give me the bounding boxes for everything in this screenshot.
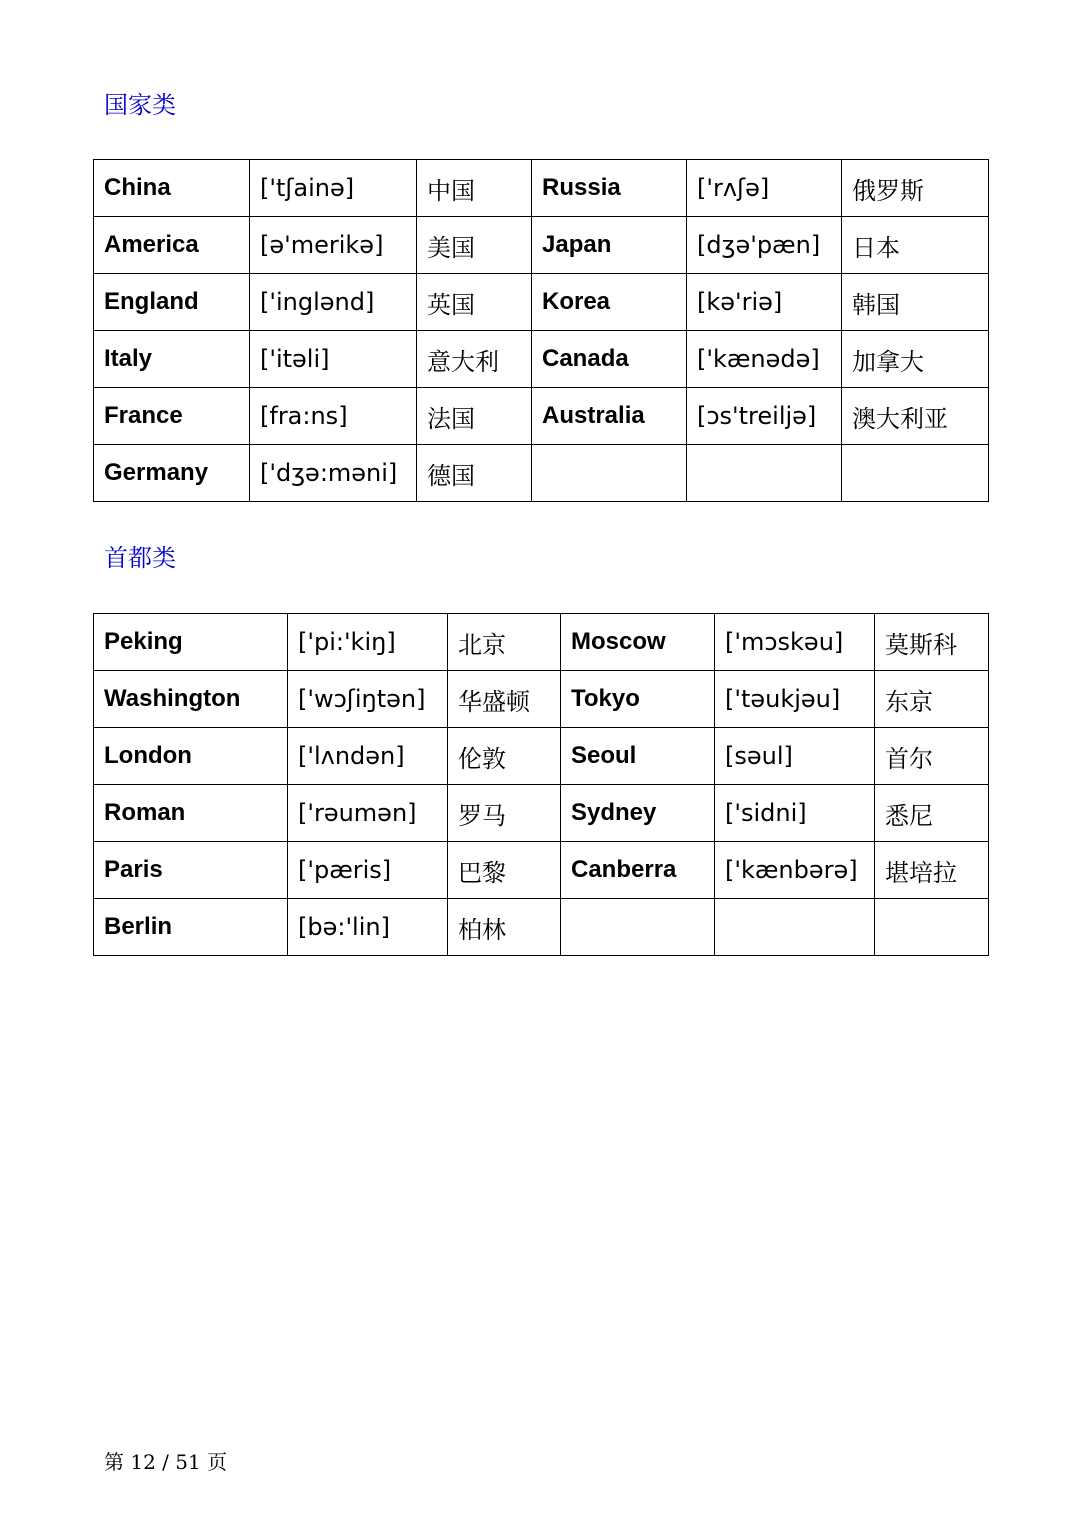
- capital-phonetic: ['kænbərə]: [715, 842, 875, 899]
- capital-phonetic: ['wɔʃiŋtən]: [288, 671, 448, 728]
- countries-table: [93, 159, 989, 502]
- country-translation: 澳大利亚: [842, 388, 989, 445]
- capital-phonetic: ['sidni]: [715, 785, 875, 842]
- table-row: [94, 842, 989, 899]
- capital-translation: 罗马: [448, 785, 561, 842]
- capital-phonetic: ['mɔskəu]: [715, 614, 875, 671]
- country-word: Canada: [532, 331, 687, 388]
- capital-word: Sydney: [561, 785, 715, 842]
- country-word: Korea: [532, 274, 687, 331]
- page-number: 第 12 / 51 页: [104, 1450, 228, 1474]
- capital-phonetic: ['təukjəu]: [715, 671, 875, 728]
- country-translation: 加拿大: [842, 331, 989, 388]
- country-word: America: [94, 217, 250, 274]
- table-row: [94, 160, 989, 217]
- country-phonetic: [kə'riə]: [687, 274, 842, 331]
- capital-phonetic: ['lʌndən]: [288, 728, 448, 785]
- capital-word: Roman: [94, 785, 288, 842]
- capital-word: Washington: [94, 671, 288, 728]
- capital-phonetic: [səul]: [715, 728, 875, 785]
- country-translation: 法国: [417, 388, 532, 445]
- capital-word: Canberra: [561, 842, 715, 899]
- country-translation: 韩国: [842, 274, 989, 331]
- table-row: [94, 274, 989, 331]
- empty-cell: [532, 445, 687, 502]
- country-translation: 美国: [417, 217, 532, 274]
- country-phonetic: ['tʃainə]: [250, 160, 417, 217]
- capital-word: Peking: [94, 614, 288, 671]
- table-row: [94, 614, 989, 671]
- capital-translation: 首尔: [875, 728, 989, 785]
- country-translation: 英国: [417, 274, 532, 331]
- capital-translation: 堪培拉: [875, 842, 989, 899]
- table-row: [94, 785, 989, 842]
- capital-translation: 东京: [875, 671, 989, 728]
- country-phonetic: [ə'merikə]: [250, 217, 417, 274]
- country-phonetic: ['dʒə:məni]: [250, 445, 417, 502]
- country-translation: 日本: [842, 217, 989, 274]
- country-phonetic: ['kænədə]: [687, 331, 842, 388]
- country-translation: 意大利: [417, 331, 532, 388]
- capital-word: Seoul: [561, 728, 715, 785]
- country-phonetic: [fra:ns]: [250, 388, 417, 445]
- country-word: Japan: [532, 217, 687, 274]
- country-word: China: [94, 160, 250, 217]
- country-phonetic: [dʒə'pæn]: [687, 217, 842, 274]
- capital-phonetic: ['rəumən]: [288, 785, 448, 842]
- capital-translation: 华盛顿: [448, 671, 561, 728]
- capital-translation: 伦敦: [448, 728, 561, 785]
- country-word: Australia: [532, 388, 687, 445]
- capitals-table: [93, 613, 989, 956]
- country-translation: 俄罗斯: [842, 160, 989, 217]
- capital-translation: 莫斯科: [875, 614, 989, 671]
- country-phonetic: ['inglənd]: [250, 274, 417, 331]
- capital-phonetic: ['pæris]: [288, 842, 448, 899]
- country-word: Russia: [532, 160, 687, 217]
- empty-cell: [715, 899, 875, 956]
- capital-translation: 悉尼: [875, 785, 989, 842]
- capital-phonetic: [bə:'lin]: [288, 899, 448, 956]
- table-row: [94, 728, 989, 785]
- table-row: [94, 445, 989, 502]
- country-word: England: [94, 274, 250, 331]
- country-word: Italy: [94, 331, 250, 388]
- capital-word: Moscow: [561, 614, 715, 671]
- capital-word: Berlin: [94, 899, 288, 956]
- capital-word: Tokyo: [561, 671, 715, 728]
- empty-cell: [842, 445, 989, 502]
- empty-cell: [687, 445, 842, 502]
- country-translation: 中国: [417, 160, 532, 217]
- country-word: Germany: [94, 445, 250, 502]
- empty-cell: [875, 899, 989, 956]
- table-row: [94, 671, 989, 728]
- table-row: [94, 217, 989, 274]
- capital-phonetic: ['pi:'kiŋ]: [288, 614, 448, 671]
- capital-word: London: [94, 728, 288, 785]
- countries-heading: 国家类: [104, 91, 176, 119]
- country-word: France: [94, 388, 250, 445]
- country-phonetic: ['rʌʃə]: [687, 160, 842, 217]
- table-row: [94, 331, 989, 388]
- capital-translation: 北京: [448, 614, 561, 671]
- capital-translation: 柏林: [448, 899, 561, 956]
- country-translation: 德国: [417, 445, 532, 502]
- capital-translation: 巴黎: [448, 842, 561, 899]
- country-phonetic: [ɔs'treiljə]: [687, 388, 842, 445]
- empty-cell: [561, 899, 715, 956]
- capitals-heading: 首都类: [104, 544, 176, 572]
- table-row: [94, 388, 989, 445]
- table-row: [94, 899, 989, 956]
- capital-word: Paris: [94, 842, 288, 899]
- country-phonetic: ['itəli]: [250, 331, 417, 388]
